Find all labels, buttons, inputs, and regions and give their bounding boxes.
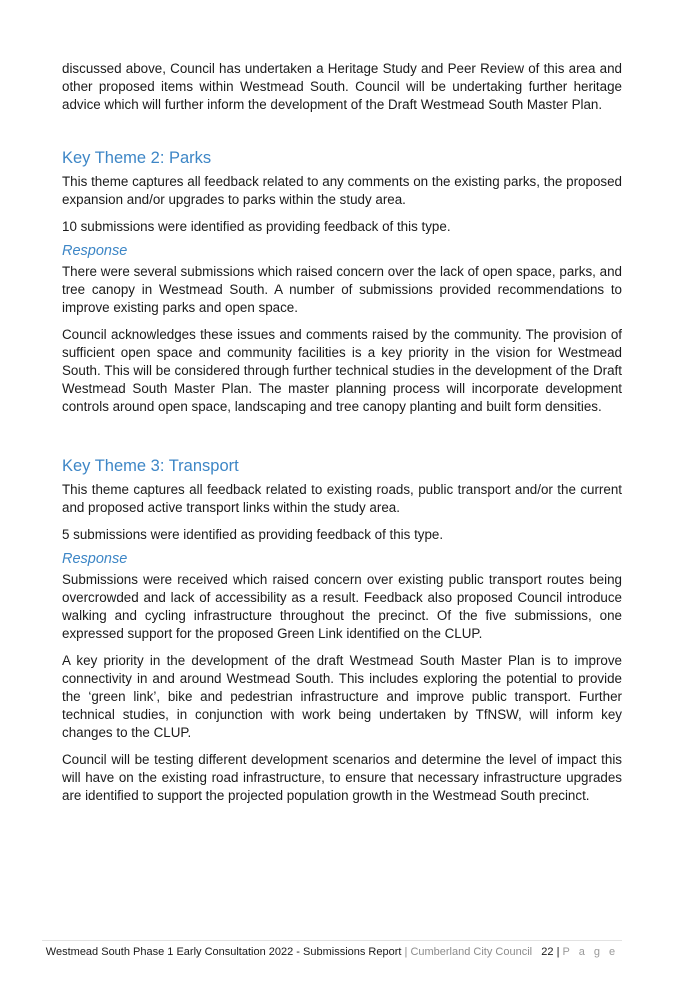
document-page [62, 60, 622, 814]
theme3-description: This theme captures all feedback related to existing roads, public transport and/or the current and proposed active transport links within the study area. [62, 482, 622, 515]
intro-paragraph: discussed above, Council has undertaken a Heritage Study and Peer Review of this area and other proposed items within Westmead South. Council will be undertaking further heritage advice which will further inform the development of the Draft Westmead South Master Plan. [62, 61, 622, 112]
theme2-heading: Key Theme 2: Parks [62, 149, 212, 167]
footer-organisation: Cumberland City Council [410, 946, 533, 958]
theme2-response-paragraph: There were several submissions which raised concern over the lack of open space, parks, and tree canopy in Westmead South. A number of submissions provided recommendations to improve existing parks and open space. [62, 264, 622, 315]
theme3-response-heading: Response [62, 551, 128, 567]
footer-page-label: P a g e [562, 946, 619, 958]
page-footer [42, 940, 622, 959]
theme2-response-paragraph: Council acknowledges these issues and comments raised by the community. The provision of sufficient open space and community facilities is a key priority in the vision for Westmead South. This will be considered through further technical studies in the development of the Draft Westmead South Master Plan. The master planning process will incorporate development controls around open space, landscaping and tree canopy planting and built form densities. [62, 327, 622, 414]
footer-separator: | [404, 946, 408, 958]
theme3-response-paragraph: A key priority in the development of the draft Westmead South Master Plan is to improve connectivity in and around Westmead South. This includes exploring the potential to provide the ‘green link’, bike and pedestrian infrastructure and improve public transport. Further technical studies, in conjunction with work being undertaken by TfNSW, will inform key changes to the CLUP. [62, 653, 622, 740]
theme3-response-paragraph: Council will be testing different development scenarios and determine the level of impact this will have on the existing road infrastructure, to ensure that necessary infrastructure upgrades are identified to support the projected population growth in the Westmead South precinct. [62, 752, 622, 803]
footer-page-separator: | [556, 946, 560, 958]
theme2-response-heading: Response [62, 243, 128, 259]
footer-page-number: 22 [541, 946, 554, 958]
theme3-heading: Key Theme 3: Transport [62, 457, 239, 475]
theme2-count: 10 submissions were identified as providing feedback of this type. [62, 219, 451, 234]
footer-report-title: Westmead South Phase 1 Early Consultation 2022 - Submissions Report [45, 946, 402, 958]
theme3-count: 5 submissions were identified as providing feedback of this type. [62, 527, 444, 542]
theme2-description: This theme captures all feedback related to any comments on the existing parks, the proposed expansion and/or upgrades to parks within the study area. [62, 174, 622, 207]
theme3-response-paragraph: Submissions were received which raised concern over existing public transport routes being overcrowded and lack of accessibility as a result. Feedback also proposed Council introduce walking and cycling infrastructure throughout the precinct. Of the five submissions, one expressed support for the proposed Green Link identified on the CLUP. [62, 572, 622, 641]
